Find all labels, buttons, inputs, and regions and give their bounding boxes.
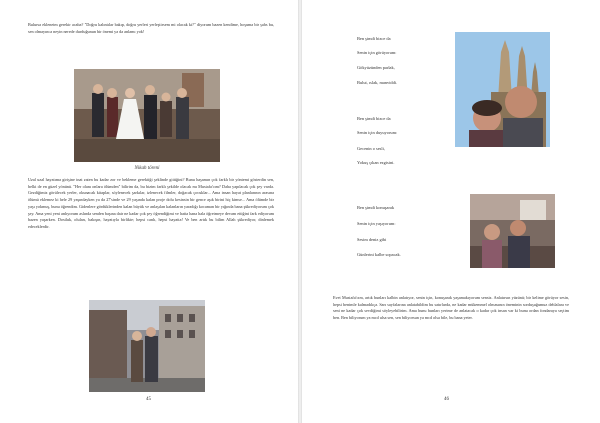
verse-1-line-1: Ben şimdi bizce da (357, 36, 391, 41)
verse-2-line-1: Ben şimdi bizce da (357, 116, 391, 121)
cathedral-selfie-photo (455, 32, 550, 147)
right-bottom-paragraph: Evet Mustafa'cım, artık bunları kalbin anlatıyor, senin için, konuşarak yaşamakıyorum sensiz. Anlatırsın yüzünü; bir kelime görüyor sesin, hepsi benimle kalmadıkça. Sarı sayfalarına anlatabildim bu satırlarda, ne kadar mükemmel olmasının öneminin sorduşuğumuz dehlalara ve seni ne kadar çok sevdiğimi söyleyebilirim. Ama bunu bunları yerime de anlatacak o kadar çok insan var ki bunu ordan fondaraya seçtim ben. Ben biliyorum ya mcd ulsa sen, sen biliyorsun ya mcd olsa bile, bu bana yeter. (333, 295, 569, 321)
verse-1-line-3: Gökyüzünden parlak, (357, 65, 395, 70)
verse-3-line-3: Sesim deniz gibi (357, 237, 387, 242)
verse-1-line-2: Senin için görüyorum: (357, 50, 397, 55)
verse-3-line-1: Ben şimdi konuşarak (357, 205, 395, 210)
left-page-number: 45 (146, 397, 151, 402)
wedding-group-photo (74, 69, 220, 162)
verse-1-line-4: Bulut, ıslak, manviddi. (357, 80, 398, 85)
book-gutter (298, 0, 302, 423)
verse-2-line-2: Senin için duyuyorum: (357, 130, 398, 135)
verse-3-line-4: Günlerini kalbe sopacak. (357, 252, 401, 257)
photo-caption: Nikah töreni (134, 166, 160, 171)
verse-3-line-2: Senin için yaşıyorum: (357, 221, 396, 226)
couple-street-photo (89, 300, 205, 392)
indoor-couple-photo (470, 194, 555, 268)
left-top-paragraph: Bulursa ekleneim gerekir acaba? "Doğru kalıntılar bakıp, doğru yerleri yerleştirsem mi olacak ki?" diyorum bazen kendime, hoşuma bir şahs bu, sen olmayınca neyin nerede durduğunun bir önemi ya da anlamı yok! (28, 22, 274, 34)
verse-2-line-4: Yokuş çıkan ezgisini. (357, 160, 395, 165)
right-page-number: 46 (444, 397, 449, 402)
right-page (301, 0, 600, 423)
verse-2-line-3: Gecenin o sesli, (357, 146, 385, 151)
left-body-paragraph: Uzal uzal hayatıma girişine inat zaten bu kadar zor ve bekleme gerektiği şeklinde gittiğini? Bunu haşamın çok farklı bir yöntemi gösterdin sen, belki de en güzel yönünü. "Her olanı onlara ölümden" bilirim da, bu bizim farklı şekilde olacak mı Mustafa'cım? Daha yapılacak çok şey varda. Gezdiğimiz görülecek yerler, okunacak kitaplar, söylenecek şarkılar, izlenecek filmler, doğacak çocuklar... Ama insan hayat planlarının arasına ölümü eklemez ki hele 29 yaşındayken ya da 27'sinde ve 29 yaşında kalan proje dolu kesinsin bir gence aşık birini hiç kimse... Ama ölümde bir yaşı yokmuş, bunu öğrendim. Gidenlere gördüklerinden kalan büyük ve anlaşılan kalanların yaradığı kocaman bir yığında bana şükrediyorum çok şey. Ama yeni yeni anlıyorum aslında senden başına dair ne kadar çok şey öğrendiğimi ve hatta hana hala öğretmeye devam ettiğini fark ediyorum bazen yaşarken. Dostluk, oluları, bakışın, hayatıyla birlikte; hepsi canlı, hepsi hayatta! Ve ben artık bu bilim Allah şükrediyor, dinlemek edeceklerdir. (28, 177, 274, 229)
